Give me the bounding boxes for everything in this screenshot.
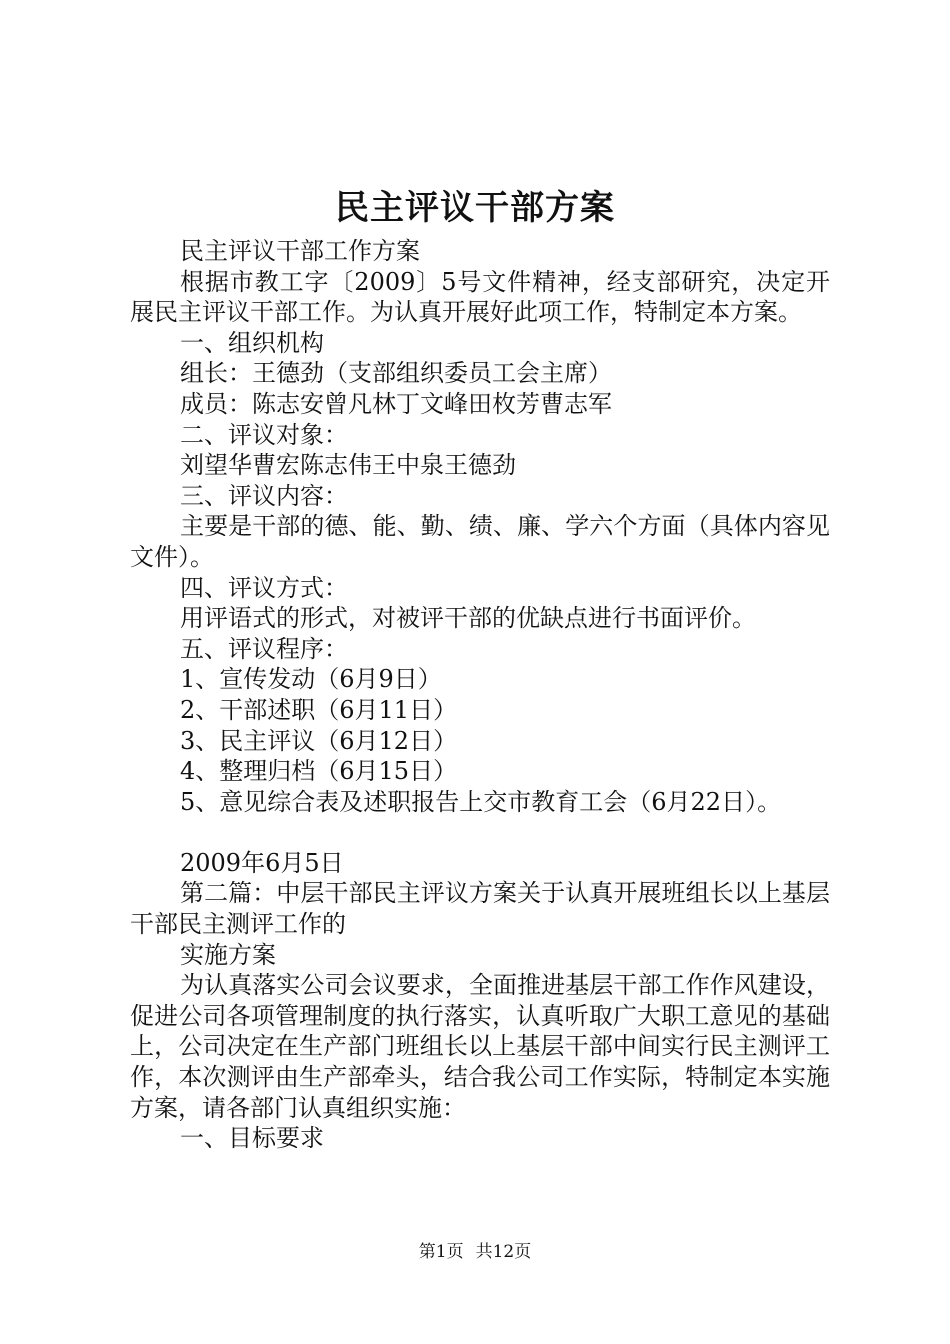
procedure-step-3: 3、民主评议（6月12日） [180, 726, 458, 755]
paragraph-method: 用评语式的形式，对被评干部的优缺点进行书面评价。 [180, 604, 756, 633]
paragraph-members: 成员：陈志安曾凡林丁文峰田枚芳曹志军 [180, 389, 612, 418]
procedure-step-5: 5、意见综合表及述职报告上交市教育工会（6月22日）。 [180, 787, 782, 816]
document-body [130, 236, 830, 1154]
paragraph-plan-label: 实施方案 [180, 940, 276, 969]
paragraph-intro: 根据市教工字〔2009〕5号文件精神，经支部研究，决定开展民主评议干部工作。为认真开展好此项工作，特制定本方案。 [130, 267, 830, 327]
paragraph-subtitle: 民主评议干部工作方案 [180, 237, 420, 265]
procedure-step-4: 4、整理归档（6月15日） [180, 757, 458, 786]
heading-organization: 一、组织机构 [180, 328, 324, 357]
procedure-step-1: 1、宣传发动（6月9日） [180, 665, 442, 694]
paragraph-leader: 组长：王德劲（支部组织委员工会主席） [180, 359, 612, 388]
page-title: 民主评议干部方案 [335, 188, 615, 228]
page-number: 第1页 [418, 1242, 464, 1262]
paragraph-part-two-title: 第二篇：中层干部民主评议方案关于认真开展班组长以上基层干部民主测评工作的 [130, 879, 830, 939]
paragraph-subjects: 刘望华曹宏陈志伟王中泉王德劲 [180, 451, 516, 480]
blank-line [130, 817, 830, 848]
heading-goals: 一、目标要求 [180, 1124, 324, 1153]
paragraph-plan-intro: 为认真落实公司会议要求，全面推进基层干部工作作风建设，促进公司各项管理制度的执行落实，认真听取广大职工意见的基础上，公司决定在生产部门班组长以上基层干部中间实行民主测评工作，本次测评由生产部牵头，结合我公司工作实际，特制定本实施方案，请各部门认真组织实施： [130, 971, 830, 1122]
heading-procedure: 五、评议程序： [180, 634, 348, 663]
paragraph-date: 2009年6月5日 [180, 848, 344, 877]
page-footer [0, 1240, 950, 1264]
procedure-step-2: 2、干部述职（6月11日） [180, 695, 458, 724]
paragraph-content: 主要是干部的德、能、勤、绩、廉、学六个方面（具体内容见文件）。 [130, 512, 830, 571]
heading-content: 三、评议内容： [180, 481, 348, 510]
page-total: 共12页 [475, 1242, 532, 1262]
heading-method: 四、评议方式： [180, 573, 348, 602]
heading-subjects: 二、评议对象： [180, 420, 348, 449]
